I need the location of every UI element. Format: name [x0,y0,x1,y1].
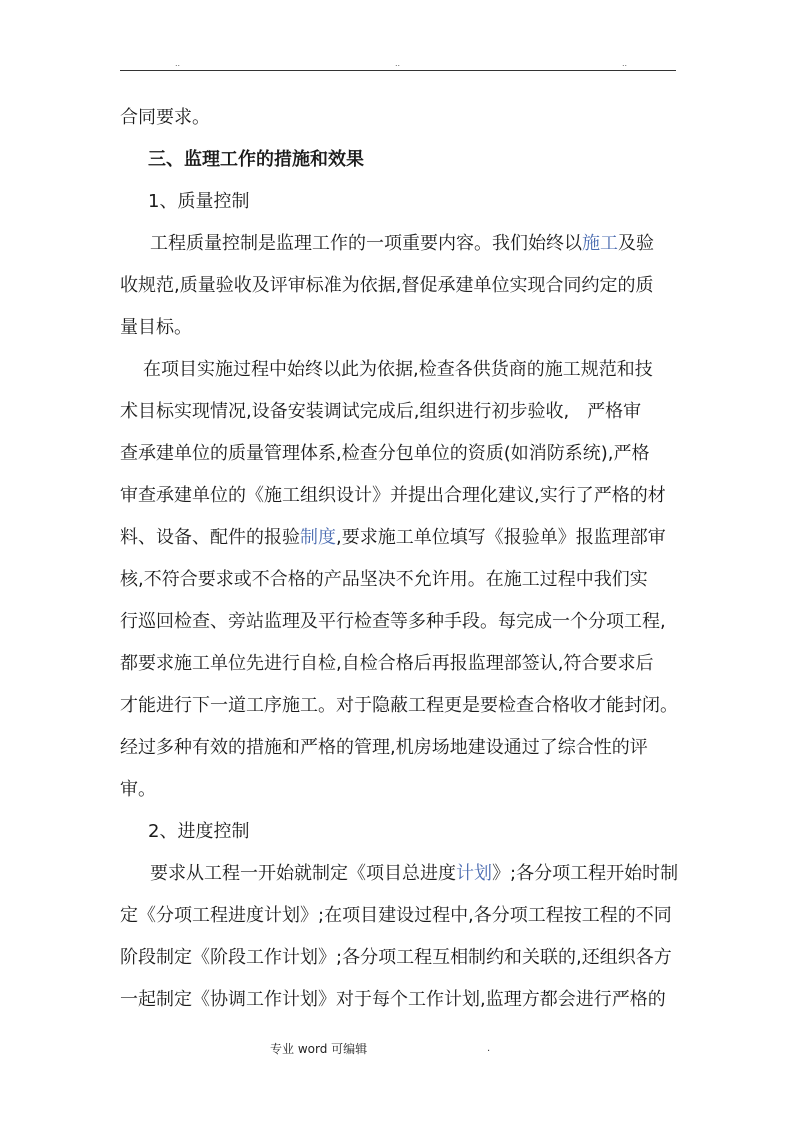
text-line: 审。 [120,779,156,800]
text-line: 才能进行下一道工序施工。对于隐蔽工程更是要检查合格收才能封闭。 [120,695,678,716]
hyperlink-jihua[interactable]: 计划 [456,863,492,884]
text-line: 工程质量控制是监理工作的一项重要内容。我们始终以施工及验 [150,233,654,254]
header-rule [120,70,676,71]
header-dots-left: .. [175,59,181,68]
text-line: 合同要求。 [120,107,210,128]
text-line: 行巡回检查、旁站监理及平行检查等多种手段。每完成一个分项工程, [120,611,666,632]
text-line: 要求从工程一开始就制定《项目总进度计划》;各分项工程开始时制 [150,863,679,884]
text-line: 定《分项工程进度计划》;在项目建设过程中,各分项工程按工程的不同 [120,905,672,926]
section-heading: 三、监理工作的措施和效果 [148,149,364,170]
text-line: 核,不符合要求或不合格的产品坚决不允许用。在施工过程中我们实 [120,569,648,590]
footer-text: 专业 word 可编辑 [270,1042,368,1056]
text-line: 查承建单位的质量管理体系,检查分包单位的资质(如消防系统),严格 [120,443,650,464]
subsection-heading: 1、质量控制 [148,191,250,212]
text-line: 审查承建单位的《施工组织设计》并提出合理化建议,实行了严格的材 [120,485,666,506]
text-line: 量目标。 [120,317,192,338]
text-line: 术目标实现情况,设备安装调试完成后,组织进行初步验收, 严格审 [120,401,642,422]
header-dots-center: .. [395,59,401,68]
text-line: 经过多种有效的措施和严格的管理,机房场地建设通过了综合性的评 [120,737,648,758]
text-line: 阶段制定《阶段工作计划》;各分项工程互相制约和关联的,还组织各方 [120,947,672,968]
text-line: 料、设备、配件的报验制度,要求施工单位填写《报验单》报监理部审 [120,527,666,548]
text-line: 都要求施工单位先进行自检,自检合格后再报监理部签认,符合要求后 [120,653,654,674]
text-line: 收规范,质量验收及评审标准为依据,督促承建单位实现合同约定的质 [120,275,654,296]
text-line: 在项目实施过程中始终以此为依据,检查各供货商的施工规范和技 [143,359,653,380]
subsection-heading: 2、进度控制 [148,821,250,842]
header-dots-right: .. [622,59,628,68]
footer-dot: . [487,1043,491,1054]
text-line: 一起制定《协调工作计划》对于每个工作计划,监理方都会进行严格的 [120,989,666,1010]
hyperlink-shigong[interactable]: 施工 [582,233,618,254]
hyperlink-zhidu[interactable]: 制度 [300,527,336,548]
